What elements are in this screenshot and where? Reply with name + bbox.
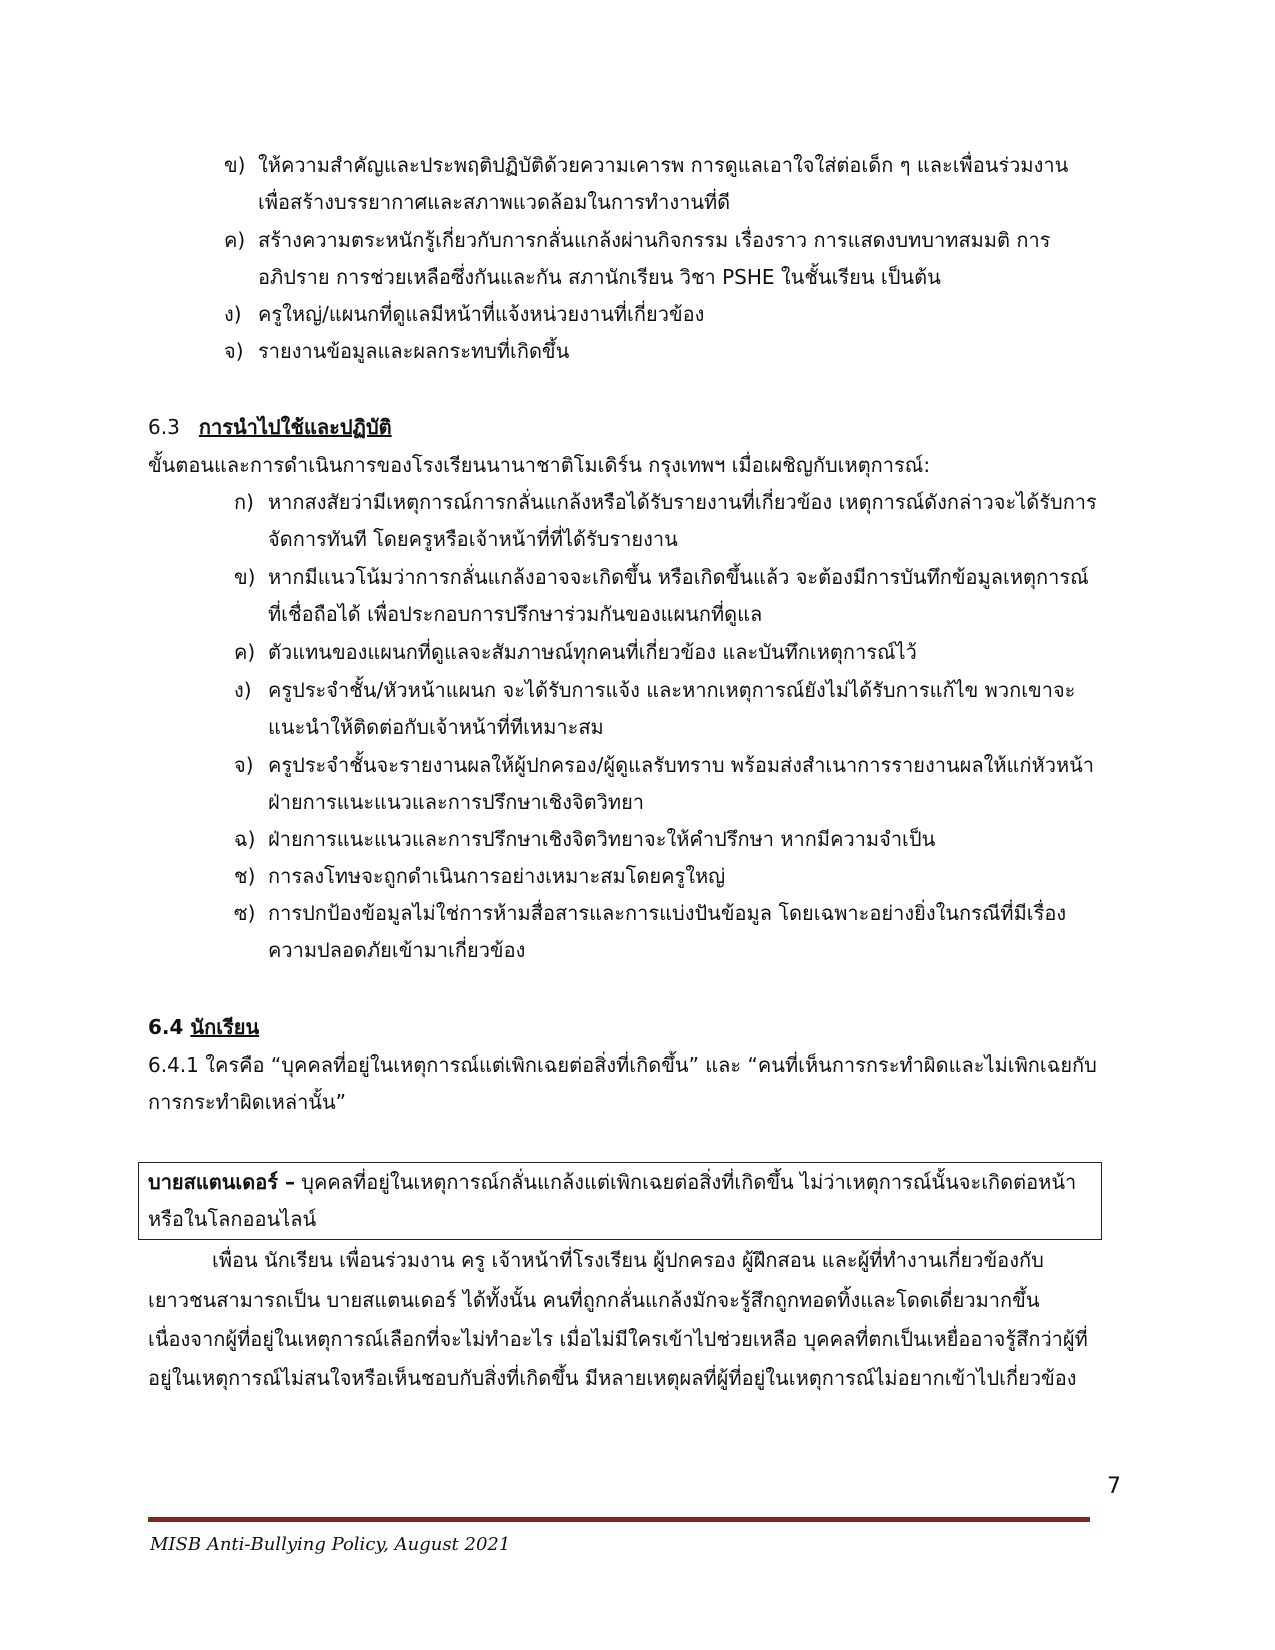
list-item-line: หากมีแนวโน้มว่าการกลั่นแกล้งอาจจะเกิดขึ้น หรือเกิดขึ้นแล้ว จะต้องมีการบันทึกข้อมูลเหตุการณ์ [268,565,1089,589]
list-item-line: ความปลอดภัยเข้ามาเกี่ยวข้อง [268,938,526,962]
list-marker: ฉ) [234,827,256,851]
definition-term: บายสแตนเดอร์ – [148,1170,295,1194]
section-heading [148,1010,259,1044]
list-marker: จ) [224,339,244,363]
paragraph-line: เพื่อน นักเรียน เพื่อนร่วมงาน ครู เจ้าหน้าที่โรงเรียน ผู้ปกครอง ผู้ฝึกสอน และผู้ที่ทำงานเกี่ยวข้องกับ [212,1248,1044,1272]
definition-text: บุคคลที่อยู่ในเหตุการณ์กลั่นแกล้งแต่เพิกเฉยต่อสิ่งที่เกิดขึ้น ไม่ว่าเหตุการณ์นั้นจะเกิดต่อหน้า [294,1170,1077,1194]
list-item-line: สร้างความตระหนักรู้เกี่ยวกับการกลั่นแกล้งผ่านกิจกรรม เรื่องราว การแสดงบทบาทสมมติ การ [258,228,1051,252]
section-number: 6.4 [148,1015,184,1039]
footer-rule [148,1517,1090,1522]
list-item-line: หากสงสัยว่ามีเหตุการณ์การกลั่นแกล้งหรือได้รับรายงานที่เกี่ยวข้อง เหตุการณ์ดังกล่าวจะได้รับการ [268,490,1097,514]
list-item-line: เพื่อสร้างบรรยากาศและสภาพแวดล้อมในการทำงานที่ดี [258,190,731,214]
page-number: 7 [1107,1474,1121,1499]
list-item-line: ที่เชื่อถือได้ เพื่อประกอบการปรึกษาร่วมกันของแผนกที่ดูแล [268,602,763,626]
section-title: นักเรียน [190,1015,260,1039]
list-item-line: แนะนำให้ติดต่อกับเจ้าหน้าที่ทีเหมาะสม [268,715,604,739]
list-item-line: ฝ่ายการแนะแนวและการปรึกษาเชิงจิตวิทยา [268,790,645,814]
footer-text: MISB Anti-Bullying Policy, August 2021 [150,1534,511,1555]
list-item-line: ครูประจำชั้น/หัวหน้าแผนก จะได้รับการแจ้ง และหากเหตุการณ์ยังไม่ได้รับการแก้ไข พวกเขาจะ [268,678,1076,702]
section-number: 6.3 [148,415,180,439]
paragraph-line: เนื่องจากผู้ที่อยู่ในเหตุการณ์เลือกที่จะไม่ทำอะไร เมื่อไม่มีใครเข้าไปช่วยเหลือ บุคคลที่ตกเป็นเหยื่ออาจรู้สึกว่าผู้ที่ [148,1327,1088,1351]
list-marker: ค) [234,640,256,664]
list-marker: ซ) [234,901,256,925]
list-item-line: การลงโทษจะถูกดำเนินการอย่างเหมาะสมโดยครูใหญ่ [268,864,726,888]
list-item-line: ให้ความสำคัญและประพฤติปฏิบัติด้วยความเคารพ การดูแลเอาใจใส่ต่อเด็ก ๆ และเพื่อนร่วมงาน [258,153,1069,177]
list-item-line: จัดการทันที โดยครูหรือเจ้าหน้าที่ที่ได้รับรายงาน [268,527,678,551]
list-item-line: ครูประจำชั้นจะรายงานผลให้ผู้ปกครอง/ผู้ดูแลรับทราบ พร้อมส่งสำเนาการรายงานผลให้แก่หัวหน้า [268,753,1095,777]
section-heading [148,410,392,444]
list-item-line: ครูใหญ่/แผนกที่ดูแลมีหน้าที่แจ้งหน่วยงานที่เกี่ยวข้อง [258,302,705,326]
list-marker: ง) [224,302,242,326]
list-item-line: ฝ่ายการแนะแนวและการปรึกษาเชิงจิตวิทยาจะให้คำปรึกษา หากมีความจำเป็น [268,827,936,851]
list-marker: ข) [234,565,256,589]
question-line: การกระทำผิดเหล่านั้น” [148,1090,347,1114]
section-title: การนำไปใช้และปฏิบัติ [198,415,392,439]
list-marker: จ) [234,753,254,777]
paragraph-line: เยาวชนสามารถเป็น บายสแตนเดอร์ ได้ทั้งนั้น คนที่ถูกกลั่นแกล้งมักจะรู้สึกถูกทอดทิ้งและโดดเดี่ยวมากขึ้น [148,1288,1040,1312]
list-marker: ค) [224,228,246,252]
list-item-line: ตัวแทนของแผนกที่ดูแลจะสัมภาษณ์ทุกคนที่เกี่ยวข้อง และบันทึกเหตุการณ์ไว้ [268,640,917,664]
section-intro: ขั้นตอนและการดำเนินการของโรงเรียนนานาชาติโมเดิร์น กรุงเทพฯ เมื่อเผชิญกับเหตุการณ์: [148,453,931,477]
list-item-line: รายงานข้อมูลและผลกระทบที่เกิดขึ้น [258,339,570,363]
list-marker: ข) [224,153,246,177]
paragraph-line: อยู่ในเหตุการณ์ไม่สนใจหรือเห็นชอบกับสิ่งที่เกิดขึ้น มีหลายเหตุผลที่ผู้ที่อยู่ในเหตุการณ์ไม่อยากเข้าไปเกี่ยวข้อง [148,1366,1077,1390]
list-marker: ช) [234,864,256,888]
definition-line [148,1165,1076,1199]
list-marker: ง) [234,678,252,702]
list-item-line: อภิปราย การช่วยเหลือซึ่งกันและกัน สภานักเรียน วิชา PSHE ในชั้นเรียน เป็นต้น [258,265,941,289]
definition-line: หรือในโลกออนไลน์ [148,1207,317,1231]
list-item-line: การปกป้องข้อมูลไม่ใช่การห้ามสื่อสารและการแบ่งปันข้อมูล โดยเฉพาะอย่างยิ่งในกรณีที่มีเรื่อง [268,901,1067,925]
question-line: 6.4.1 ใครคือ “บุคคลที่อยู่ในเหตุการณ์แต่เพิกเฉยต่อสิ่งที่เกิดขึ้น” และ “คนที่เห็นการกระทำผิดและไม่เพิกเฉยกับ [148,1053,1097,1077]
list-marker: ก) [234,490,254,514]
